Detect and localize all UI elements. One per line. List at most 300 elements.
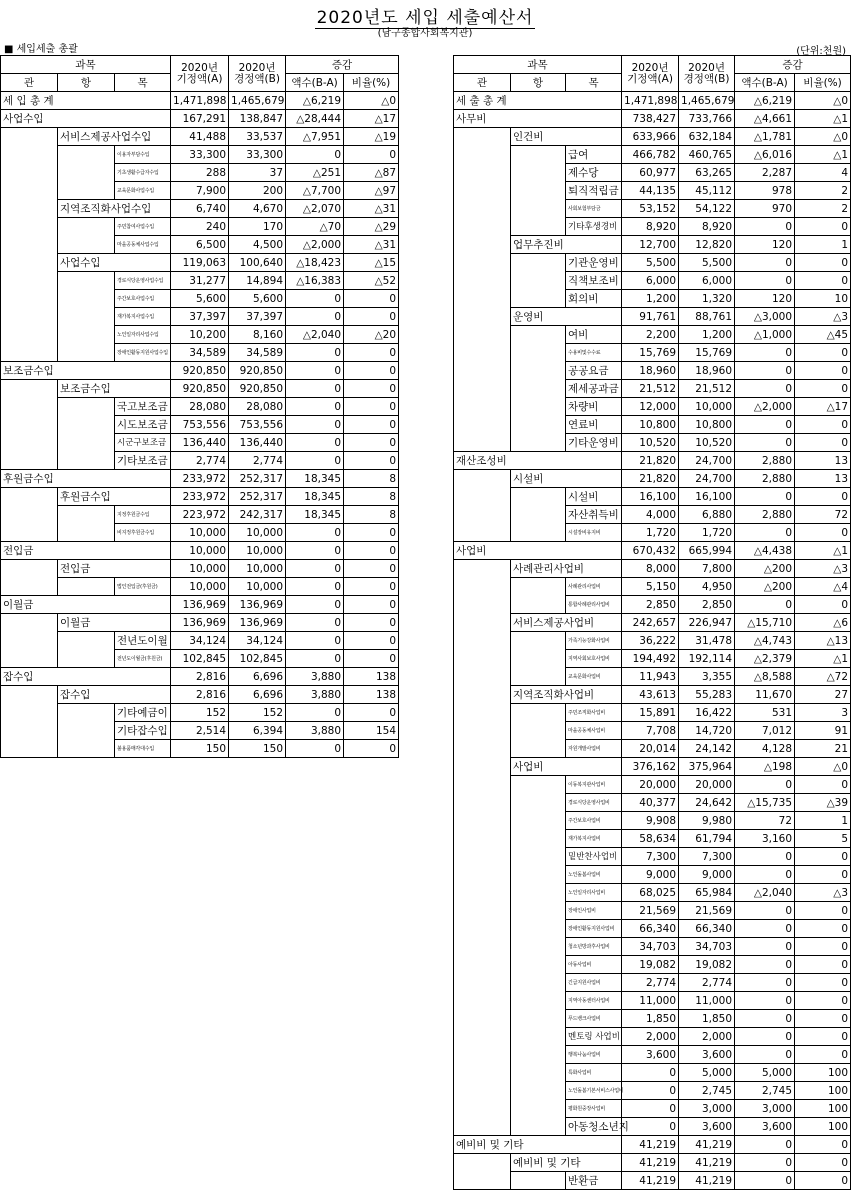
row-label: 기타보조금 xyxy=(115,452,171,470)
row-label: 장애인활동지원사업비 xyxy=(566,920,622,938)
row-label: 긴급지원사업비 xyxy=(566,974,622,992)
ratio-value: △3 xyxy=(795,884,851,902)
diff-amount: 72 xyxy=(735,812,795,830)
unit-label: (단위:천원) xyxy=(796,46,846,57)
table-row xyxy=(1,470,399,488)
section-heading: ■ 세입세출 총괄 xyxy=(4,44,78,55)
row-label: 가족기능강화사업비 xyxy=(566,632,622,650)
curr-amount: 375,964 xyxy=(679,758,735,776)
row-label: 지역사회보호사업비 xyxy=(566,650,622,668)
ratio-value: 0 xyxy=(795,920,851,938)
table-row xyxy=(1,578,399,596)
curr-amount: 55,283 xyxy=(679,686,735,704)
prev-amount: 738,427 xyxy=(622,110,679,128)
diff-amount: 3,880 xyxy=(286,686,344,704)
ratio-value: 1 xyxy=(795,812,851,830)
curr-amount: 34,703 xyxy=(679,938,735,956)
prev-amount: 8,920 xyxy=(622,218,679,236)
curr-amount: 226,947 xyxy=(679,614,735,632)
table-row xyxy=(1,632,399,650)
prev-amount: 5,600 xyxy=(171,290,229,308)
diff-amount: 0 xyxy=(735,1046,795,1064)
diff-amount: 3,160 xyxy=(735,830,795,848)
ratio-value: 13 xyxy=(795,470,851,488)
prev-amount: 7,708 xyxy=(622,722,679,740)
table-row xyxy=(1,272,399,290)
curr-amount: 632,184 xyxy=(679,128,735,146)
ratio-value: △0 xyxy=(795,758,851,776)
row-label: 사업비 xyxy=(511,758,622,776)
table-row xyxy=(454,704,851,722)
spacer-cell xyxy=(454,560,511,1136)
row-label: 운영비 xyxy=(511,308,622,326)
ratio-value: 138 xyxy=(344,686,399,704)
curr-amount: 100,640 xyxy=(229,254,286,272)
row-label: 차량비 xyxy=(566,398,622,416)
curr-amount: 2,774 xyxy=(679,974,735,992)
expense-table xyxy=(453,55,851,1190)
row-label: 서비스제공사업수입 xyxy=(58,128,171,146)
prev-amount: 10,000 xyxy=(171,560,229,578)
ratio-value: 72 xyxy=(795,506,851,524)
curr-amount: 33,300 xyxy=(229,146,286,164)
ratio-value: 0 xyxy=(344,632,399,650)
header-ratio: 비율(%) xyxy=(344,74,399,92)
spacer-cell xyxy=(1,128,58,362)
row-label: 급여 xyxy=(566,146,622,164)
curr-amount: 252,317 xyxy=(229,470,286,488)
ratio-value: 0 xyxy=(795,776,851,794)
header-prev: 2020년 기정액(A) xyxy=(171,56,229,92)
header-mok: 목 xyxy=(566,74,622,92)
prev-amount: 6,740 xyxy=(171,200,229,218)
ratio-value: 0 xyxy=(795,956,851,974)
curr-amount: 102,845 xyxy=(229,650,286,668)
diff-amount: 0 xyxy=(735,272,795,290)
ratio-value: 0 xyxy=(795,902,851,920)
prev-amount: 28,080 xyxy=(171,398,229,416)
spacer-cell xyxy=(58,272,115,362)
ratio-value: 0 xyxy=(344,614,399,632)
prev-amount: 1,850 xyxy=(622,1010,679,1028)
ratio-value: 8 xyxy=(344,488,399,506)
curr-amount: 8,920 xyxy=(679,218,735,236)
diff-amount: 0 xyxy=(735,956,795,974)
prev-amount: 41,219 xyxy=(622,1172,679,1190)
ratio-value: 0 xyxy=(795,1172,851,1190)
curr-amount: 19,082 xyxy=(679,956,735,974)
curr-amount: 2,774 xyxy=(229,452,286,470)
prev-amount: 60,977 xyxy=(622,164,679,182)
ratio-value: 0 xyxy=(795,938,851,956)
header-subject: 과목 xyxy=(454,56,622,74)
spacer-cell xyxy=(511,776,566,1136)
diff-amount: 0 xyxy=(735,416,795,434)
curr-amount: 10,000 xyxy=(229,524,286,542)
curr-amount: 34,589 xyxy=(229,344,286,362)
prev-amount: 119,063 xyxy=(171,254,229,272)
row-label: 보조금수입 xyxy=(58,380,171,398)
diff-amount: 0 xyxy=(735,434,795,452)
table-row xyxy=(454,308,851,326)
curr-amount: 41,219 xyxy=(679,1136,735,1154)
prev-amount: 242,657 xyxy=(622,614,679,632)
ratio-value: 100 xyxy=(795,1118,851,1136)
spacer-cell xyxy=(511,326,566,452)
ratio-value: △1 xyxy=(795,650,851,668)
row-label: 서비스제공사업비 xyxy=(511,614,622,632)
diff-amount: 120 xyxy=(735,236,795,254)
table-row xyxy=(1,560,399,578)
prev-amount: 41,219 xyxy=(622,1154,679,1172)
row-label: 교육문화사업비 xyxy=(566,668,622,686)
ratio-value: △1 xyxy=(795,146,851,164)
header-prev: 2020년 기정액(A) xyxy=(622,56,679,92)
diff-amount: △198 xyxy=(735,758,795,776)
row-label: 국고보조금 xyxy=(115,398,171,416)
diff-amount: 2,287 xyxy=(735,164,795,182)
row-label: 경로식당운영사업비 xyxy=(566,794,622,812)
row-label: 사무비 xyxy=(454,110,622,128)
spacer-cell xyxy=(511,1172,566,1190)
ratio-value: 0 xyxy=(344,452,399,470)
table-row xyxy=(454,1172,851,1190)
curr-amount: 150 xyxy=(229,740,286,758)
diff-amount: △1,000 xyxy=(735,326,795,344)
curr-amount: 10,000 xyxy=(229,578,286,596)
diff-amount: 0 xyxy=(286,290,344,308)
ratio-value: 0 xyxy=(795,254,851,272)
row-label: 평화원중장사업비 xyxy=(566,1100,622,1118)
ratio-value: 0 xyxy=(344,344,399,362)
curr-amount: 61,794 xyxy=(679,830,735,848)
prev-amount: 21,820 xyxy=(622,452,679,470)
diff-amount: 970 xyxy=(735,200,795,218)
prev-amount: 233,972 xyxy=(171,470,229,488)
ratio-value: 0 xyxy=(344,650,399,668)
prev-amount: 2,774 xyxy=(622,974,679,992)
curr-amount: 10,000 xyxy=(229,542,286,560)
curr-amount: 10,000 xyxy=(679,398,735,416)
row-label: 전년도이월 xyxy=(115,632,171,650)
ratio-value: 100 xyxy=(795,1064,851,1082)
diff-amount: 0 xyxy=(286,632,344,650)
row-label: 퇴직적립금 xyxy=(566,182,622,200)
prev-amount: 16,100 xyxy=(622,488,679,506)
row-label: 시설비 xyxy=(566,488,622,506)
page-subtitle: (남구종합사회복지관) xyxy=(377,28,473,39)
diff-amount: △2,040 xyxy=(286,326,344,344)
prev-amount: 20,000 xyxy=(622,776,679,794)
curr-amount: 920,850 xyxy=(229,380,286,398)
table-row xyxy=(454,128,851,146)
header-row xyxy=(1,56,399,74)
header-row xyxy=(454,56,851,74)
table-row xyxy=(454,1154,851,1172)
prev-amount: 102,845 xyxy=(171,650,229,668)
curr-amount: 665,994 xyxy=(679,542,735,560)
curr-amount: 136,440 xyxy=(229,434,286,452)
curr-amount: 8,160 xyxy=(229,326,286,344)
table-row xyxy=(454,326,851,344)
ratio-value: 0 xyxy=(344,146,399,164)
diff-amount: 18,345 xyxy=(286,488,344,506)
row-label: 시군구보조금 xyxy=(115,434,171,452)
prev-amount: 2,850 xyxy=(622,596,679,614)
curr-amount: 41,219 xyxy=(679,1154,735,1172)
prev-amount: 66,340 xyxy=(622,920,679,938)
curr-amount: 1,850 xyxy=(679,1010,735,1028)
prev-amount: 5,500 xyxy=(622,254,679,272)
prev-amount: 136,969 xyxy=(171,596,229,614)
ratio-value: 0 xyxy=(795,596,851,614)
ratio-value: 2 xyxy=(795,182,851,200)
ratio-value: △13 xyxy=(795,632,851,650)
row-label: 아동청소년지 xyxy=(566,1118,622,1136)
diff-amount: △2,070 xyxy=(286,200,344,218)
diff-amount: 0 xyxy=(286,146,344,164)
table-row xyxy=(454,614,851,632)
diff-amount: 11,670 xyxy=(735,686,795,704)
row-label: 후원금수입 xyxy=(58,488,171,506)
curr-amount: 45,112 xyxy=(679,182,735,200)
row-label: 노인돌봄사업비 xyxy=(566,866,622,884)
ratio-value: 0 xyxy=(795,272,851,290)
diff-amount: 0 xyxy=(286,308,344,326)
table-row xyxy=(1,398,399,416)
curr-amount: 1,720 xyxy=(679,524,735,542)
diff-amount: 2,880 xyxy=(735,470,795,488)
diff-amount: 2,880 xyxy=(735,452,795,470)
diff-amount: 18,345 xyxy=(286,506,344,524)
prev-amount: 36,222 xyxy=(622,632,679,650)
diff-amount: △70 xyxy=(286,218,344,236)
ratio-value: 0 xyxy=(344,362,399,380)
header-hang: 항 xyxy=(511,74,566,92)
header-diff: 액수(B-A) xyxy=(735,74,795,92)
curr-amount: 753,556 xyxy=(229,416,286,434)
row-label: 청소년방과후사업비 xyxy=(566,938,622,956)
spacer-cell xyxy=(511,146,566,236)
ratio-value: 10 xyxy=(795,290,851,308)
ratio-value: △31 xyxy=(344,236,399,254)
diff-amount: △7,951 xyxy=(286,128,344,146)
row-label: 기관운영비 xyxy=(566,254,622,272)
row-label: 시도보조금 xyxy=(115,416,171,434)
row-label: 이용자부담수입 xyxy=(115,146,171,164)
prev-amount: 194,492 xyxy=(622,650,679,668)
row-label: 직책보조비 xyxy=(566,272,622,290)
row-label: 주간보호사업비 xyxy=(566,812,622,830)
row-label: 노인돌봄기본서비스사업비 xyxy=(566,1082,622,1100)
curr-amount: 3,600 xyxy=(679,1118,735,1136)
ratio-value: △52 xyxy=(344,272,399,290)
table-row xyxy=(1,380,399,398)
row-label: 업무추진비 xyxy=(511,236,622,254)
ratio-value: △97 xyxy=(344,182,399,200)
ratio-value: 21 xyxy=(795,740,851,758)
row-label: 마을공동체사업수입 xyxy=(115,236,171,254)
ratio-value: 3 xyxy=(795,704,851,722)
spacer-cell xyxy=(454,470,511,542)
prev-amount: 0 xyxy=(622,1100,679,1118)
row-label: 세 출 총 계 xyxy=(454,92,622,110)
row-label: 사업비 xyxy=(454,542,622,560)
prev-amount: 43,613 xyxy=(622,686,679,704)
diff-amount: △1,781 xyxy=(735,128,795,146)
table-row xyxy=(1,542,399,560)
spacer-cell xyxy=(511,704,566,758)
diff-amount: 0 xyxy=(735,974,795,992)
curr-amount: 65,984 xyxy=(679,884,735,902)
table-row xyxy=(454,110,851,128)
row-label: 이월금 xyxy=(58,614,171,632)
diff-amount: 0 xyxy=(735,218,795,236)
diff-amount: 3,880 xyxy=(286,668,344,686)
row-label: 연료비 xyxy=(566,416,622,434)
ratio-value: 138 xyxy=(344,668,399,686)
diff-amount: 0 xyxy=(286,614,344,632)
prev-amount: 0 xyxy=(622,1064,679,1082)
diff-amount: 7,012 xyxy=(735,722,795,740)
diff-amount: △2,379 xyxy=(735,650,795,668)
table-row xyxy=(1,596,399,614)
table-row xyxy=(454,560,851,578)
diff-amount: 0 xyxy=(286,596,344,614)
prev-amount: 1,471,898 xyxy=(171,92,229,110)
ratio-value: 0 xyxy=(795,380,851,398)
curr-amount: 6,394 xyxy=(229,722,286,740)
curr-amount: 733,766 xyxy=(679,110,735,128)
ratio-value: 0 xyxy=(795,524,851,542)
table-row xyxy=(454,452,851,470)
prev-amount: 40,377 xyxy=(622,794,679,812)
spacer-cell xyxy=(1,686,58,758)
ratio-value: △6 xyxy=(795,614,851,632)
curr-amount: 6,696 xyxy=(229,686,286,704)
prev-amount: 223,972 xyxy=(171,506,229,524)
prev-amount: 2,200 xyxy=(622,326,679,344)
curr-amount: 14,720 xyxy=(679,722,735,740)
diff-amount: △15,710 xyxy=(735,614,795,632)
table-row xyxy=(1,686,399,704)
row-label: 재가복지사업수입 xyxy=(115,308,171,326)
diff-amount: 0 xyxy=(735,362,795,380)
ratio-value: △17 xyxy=(344,110,399,128)
diff-amount: △15,735 xyxy=(735,794,795,812)
ratio-value: 0 xyxy=(344,542,399,560)
prev-amount: 7,300 xyxy=(622,848,679,866)
curr-amount: 16,100 xyxy=(679,488,735,506)
ratio-value: △87 xyxy=(344,164,399,182)
prev-amount: 466,782 xyxy=(622,146,679,164)
ratio-value: △1 xyxy=(795,110,851,128)
row-label: 지역조직화사업수입 xyxy=(58,200,171,218)
ratio-value: 154 xyxy=(344,722,399,740)
ratio-value: △3 xyxy=(795,560,851,578)
ratio-value: △0 xyxy=(344,92,399,110)
curr-amount: 5,000 xyxy=(679,1064,735,1082)
prev-amount: 10,000 xyxy=(171,578,229,596)
table-row xyxy=(454,758,851,776)
table-row xyxy=(1,254,399,272)
diff-amount: 0 xyxy=(735,524,795,542)
spacer-cell xyxy=(1,614,58,668)
diff-amount: △3,000 xyxy=(735,308,795,326)
diff-amount: 18,345 xyxy=(286,470,344,488)
prev-amount: 8,000 xyxy=(622,560,679,578)
row-label: 노인일자리사업비 xyxy=(566,884,622,902)
ratio-value: 0 xyxy=(344,740,399,758)
ratio-value: 0 xyxy=(344,704,399,722)
row-label: 사업수입 xyxy=(58,254,171,272)
table-row xyxy=(1,200,399,218)
curr-amount: 9,000 xyxy=(679,866,735,884)
ratio-value: △15 xyxy=(344,254,399,272)
diff-amount: △16,383 xyxy=(286,272,344,290)
curr-amount: 242,317 xyxy=(229,506,286,524)
prev-amount: 753,556 xyxy=(171,416,229,434)
spacer-cell xyxy=(58,398,115,470)
prev-amount: 136,969 xyxy=(171,614,229,632)
row-label: 사례관리사업비 xyxy=(566,578,622,596)
curr-amount: 152 xyxy=(229,704,286,722)
row-label: 주민참여사업수입 xyxy=(115,218,171,236)
prev-amount: 6,000 xyxy=(622,272,679,290)
spacer-cell xyxy=(511,578,566,614)
row-label: 기타잡수입 xyxy=(115,722,171,740)
curr-amount: 24,142 xyxy=(679,740,735,758)
ratio-value: 0 xyxy=(795,848,851,866)
curr-amount: 66,340 xyxy=(679,920,735,938)
row-label: 반환금 xyxy=(566,1172,622,1190)
row-label: 지정후원금수입 xyxy=(115,506,171,524)
row-label: 회의비 xyxy=(566,290,622,308)
prev-amount: 21,820 xyxy=(622,470,679,488)
row-label: 교육문화사업수입 xyxy=(115,182,171,200)
row-label: 보조금수입 xyxy=(1,362,171,380)
curr-amount: 5,500 xyxy=(679,254,735,272)
table-row xyxy=(1,362,399,380)
row-label: 법인전입금(후원금) xyxy=(115,578,171,596)
spacer-cell xyxy=(511,488,566,542)
ratio-value: 0 xyxy=(795,1154,851,1172)
diff-amount: 0 xyxy=(735,1136,795,1154)
row-label: 푸드뱅크사업비 xyxy=(566,1010,622,1028)
header-gwan: 관 xyxy=(1,74,58,92)
curr-amount: 136,969 xyxy=(229,596,286,614)
row-label: 수용비및수수료 xyxy=(566,344,622,362)
prev-amount: 11,943 xyxy=(622,668,679,686)
ratio-value: △17 xyxy=(795,398,851,416)
curr-amount: 24,700 xyxy=(679,470,735,488)
ratio-value: 0 xyxy=(344,434,399,452)
ratio-value: △3 xyxy=(795,308,851,326)
row-label: 주간보호사업수입 xyxy=(115,290,171,308)
diff-amount: △7,700 xyxy=(286,182,344,200)
table-row xyxy=(454,542,851,560)
table-row xyxy=(1,110,399,128)
curr-amount: 10,800 xyxy=(679,416,735,434)
diff-amount: 0 xyxy=(286,398,344,416)
ratio-value: 0 xyxy=(795,434,851,452)
spacer-cell xyxy=(58,218,115,254)
ratio-value: 0 xyxy=(795,416,851,434)
row-label: 행복나눔사업비 xyxy=(566,1046,622,1064)
prev-amount: 670,432 xyxy=(622,542,679,560)
curr-amount: 2,745 xyxy=(679,1082,735,1100)
diff-amount: 3,000 xyxy=(735,1100,795,1118)
